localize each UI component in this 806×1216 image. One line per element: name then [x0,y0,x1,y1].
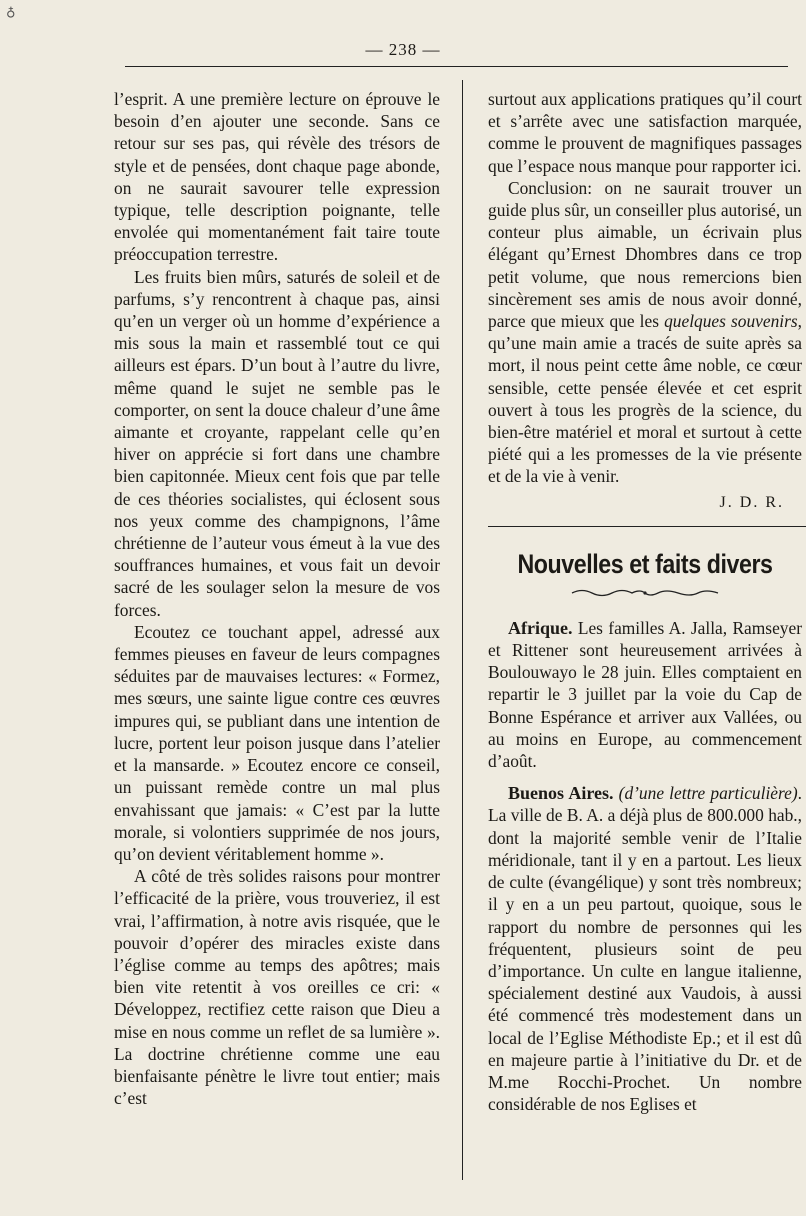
news-text: Les familles A. Jalla, Ramseyer et Rittener sont heureusement arrivées à Boulouwayo le 28 juin. Elles comptaient en repartir le 3 juillet par la voie du Cap de Bonne Espérance et arriver aux Vallées, ou au moins en Europe, au commencement d’août. [488,617,802,772]
paragraph: Ecoutez ce touchant appel, adressé aux femmes pieuses en faveur de leurs compagnes séduites par de mauvaises lectures: « Formez, mes sœurs, une sainte ligue contre ces œuvres impures qui, se publiant dans une intention de lucre, portent leur poison jusque dans l’atelier et la mansarde. » Ecoutez encore ce conseil, un puissant remède contre un mal plus envahissant que jamais: « C’est par la lutte morale, si volontiers supprimée de nos jours, qu’on devient véritablement homme ». [114,621,440,864]
top-rule [125,66,788,67]
conclusion-italic: quelques souvenirs [664,311,798,332]
signature: J. D. R. [719,493,784,511]
left-column [114,88,440,1109]
news-italic: (d’une lettre particulière) [613,783,798,804]
ornament-flourish [570,587,720,599]
conclusion-text-end: , qu’une main amie a tracés de suite après sa mort, il nous peint cette âme noble, ce cœur sensible, cette pensée élevée et cet esprit ouvert à tous les progrès de la science, du bien-être matériel et moral et surtout à cette piété qui a les promesses de la vie présente et de la vie à venir. [488,311,802,487]
page-number: — 238 — [365,40,441,59]
column-divider [462,80,463,1180]
news-text: . La ville de B. A. a déjà plus de 800.000 hab., dont la majorité semble venir de l’Italie méridionale, tant il y en a partout. Les lieux de culte (évangélique) y sont très nombreux; il y en a un peu partout, quoique, sous le rapport du nombre de personnes qui les fréquentent, plusieurs soint de peu d’importance. Un culte en langue italienne, spécialement destiné aux Vaudois, à aussi été commencé très modestement dans un local de l’Eglise Méthodiste Ep.; et il est dû en majeure partie à l’initiative du Dr. et de M.me Rocchi-Prochet. Un nombre considérable de nos Eglises et [488,783,802,1115]
news-item-buenos-aires [488,782,802,1115]
conclusion-text: Conclusion: on ne saurait trouver un guide plus sûr, un conseiller plus autorisé, un conteur plus aimable, un écrivain plus élégant qu’Ernest Dhombres dans ce trop petit volume, que nous remercions bien sincèrement ses amis de nous avoir donné, parce que mieux que les [488,177,802,332]
section-title: Nouvelles et faits divers [517,548,773,579]
paragraph: l’esprit. A une première lecture on éprouve le besoin d’en ajouter une seconde. Sans ce retour sur ses pas, qui révèle des trésors de style et de pensées, dont chaque page abonde, on ne saurait savourer telle expression typique, telle description poignante, telle envolée qui momentanément fait taire toute préoccupation terrestre. [114,89,440,265]
corner-mark: ♁ [6,4,16,19]
news-place: Buenos Aires. [508,783,614,804]
paragraph: A côté de très solides raisons pour montrer l’efficacité de la prière, vous trouveriez, il est vrai, l’affirmation, à notre avis risquée, que le pouvoir d’opérer des miracles existe dans l’église comme au temps des apôtres; mais bien vite retentit à vos oreilles ce cri: « Développez, rectifiez cette raison que Dieu a mise en nous comme un reflet de sa lumière ». La doctrine chrétienne comme une eau bienfaisante pénètre le livre tout entier; mais c’est [114,866,440,1109]
paragraph: surtout aux applications pratiques qu’il court et s’arrête avec une satisfaction marquée, comme le prouvent de magnifiques passages que l’espace nous manque pour rapporter ici. [488,89,802,176]
conclusion-paragraph [488,177,802,488]
right-column [488,88,802,1115]
section-rule [488,526,806,527]
news-item-afrique [488,617,802,772]
news-place: Afrique. [508,617,573,638]
paragraph: Les fruits bien mûrs, saturés de soleil et de parfums, s’y rencontrent à chaque pas, ainsi qu’en un verger où un homme d’expérience a mis sous la main et rassemblé tout ce qui ailleurs est épars. D’un bout à l’autre du livre, même quand le sujet ne semble pas le comporter, on sent la douce chaleur d’une âme aimante et croyante, rappelant celle qu’en hiver on apprécie si fort dans une chambre bien capitonnée. Mieux cent fois que par telle de ces théories socialistes, qui éclosent sous nos yeux comme des champignons, l’âme chrétienne de l’auteur vous émeut à la vue des souffrances humaines, et vous fait un devoir sacré de les soulager selon la mesure de vos forces. [114,266,440,620]
